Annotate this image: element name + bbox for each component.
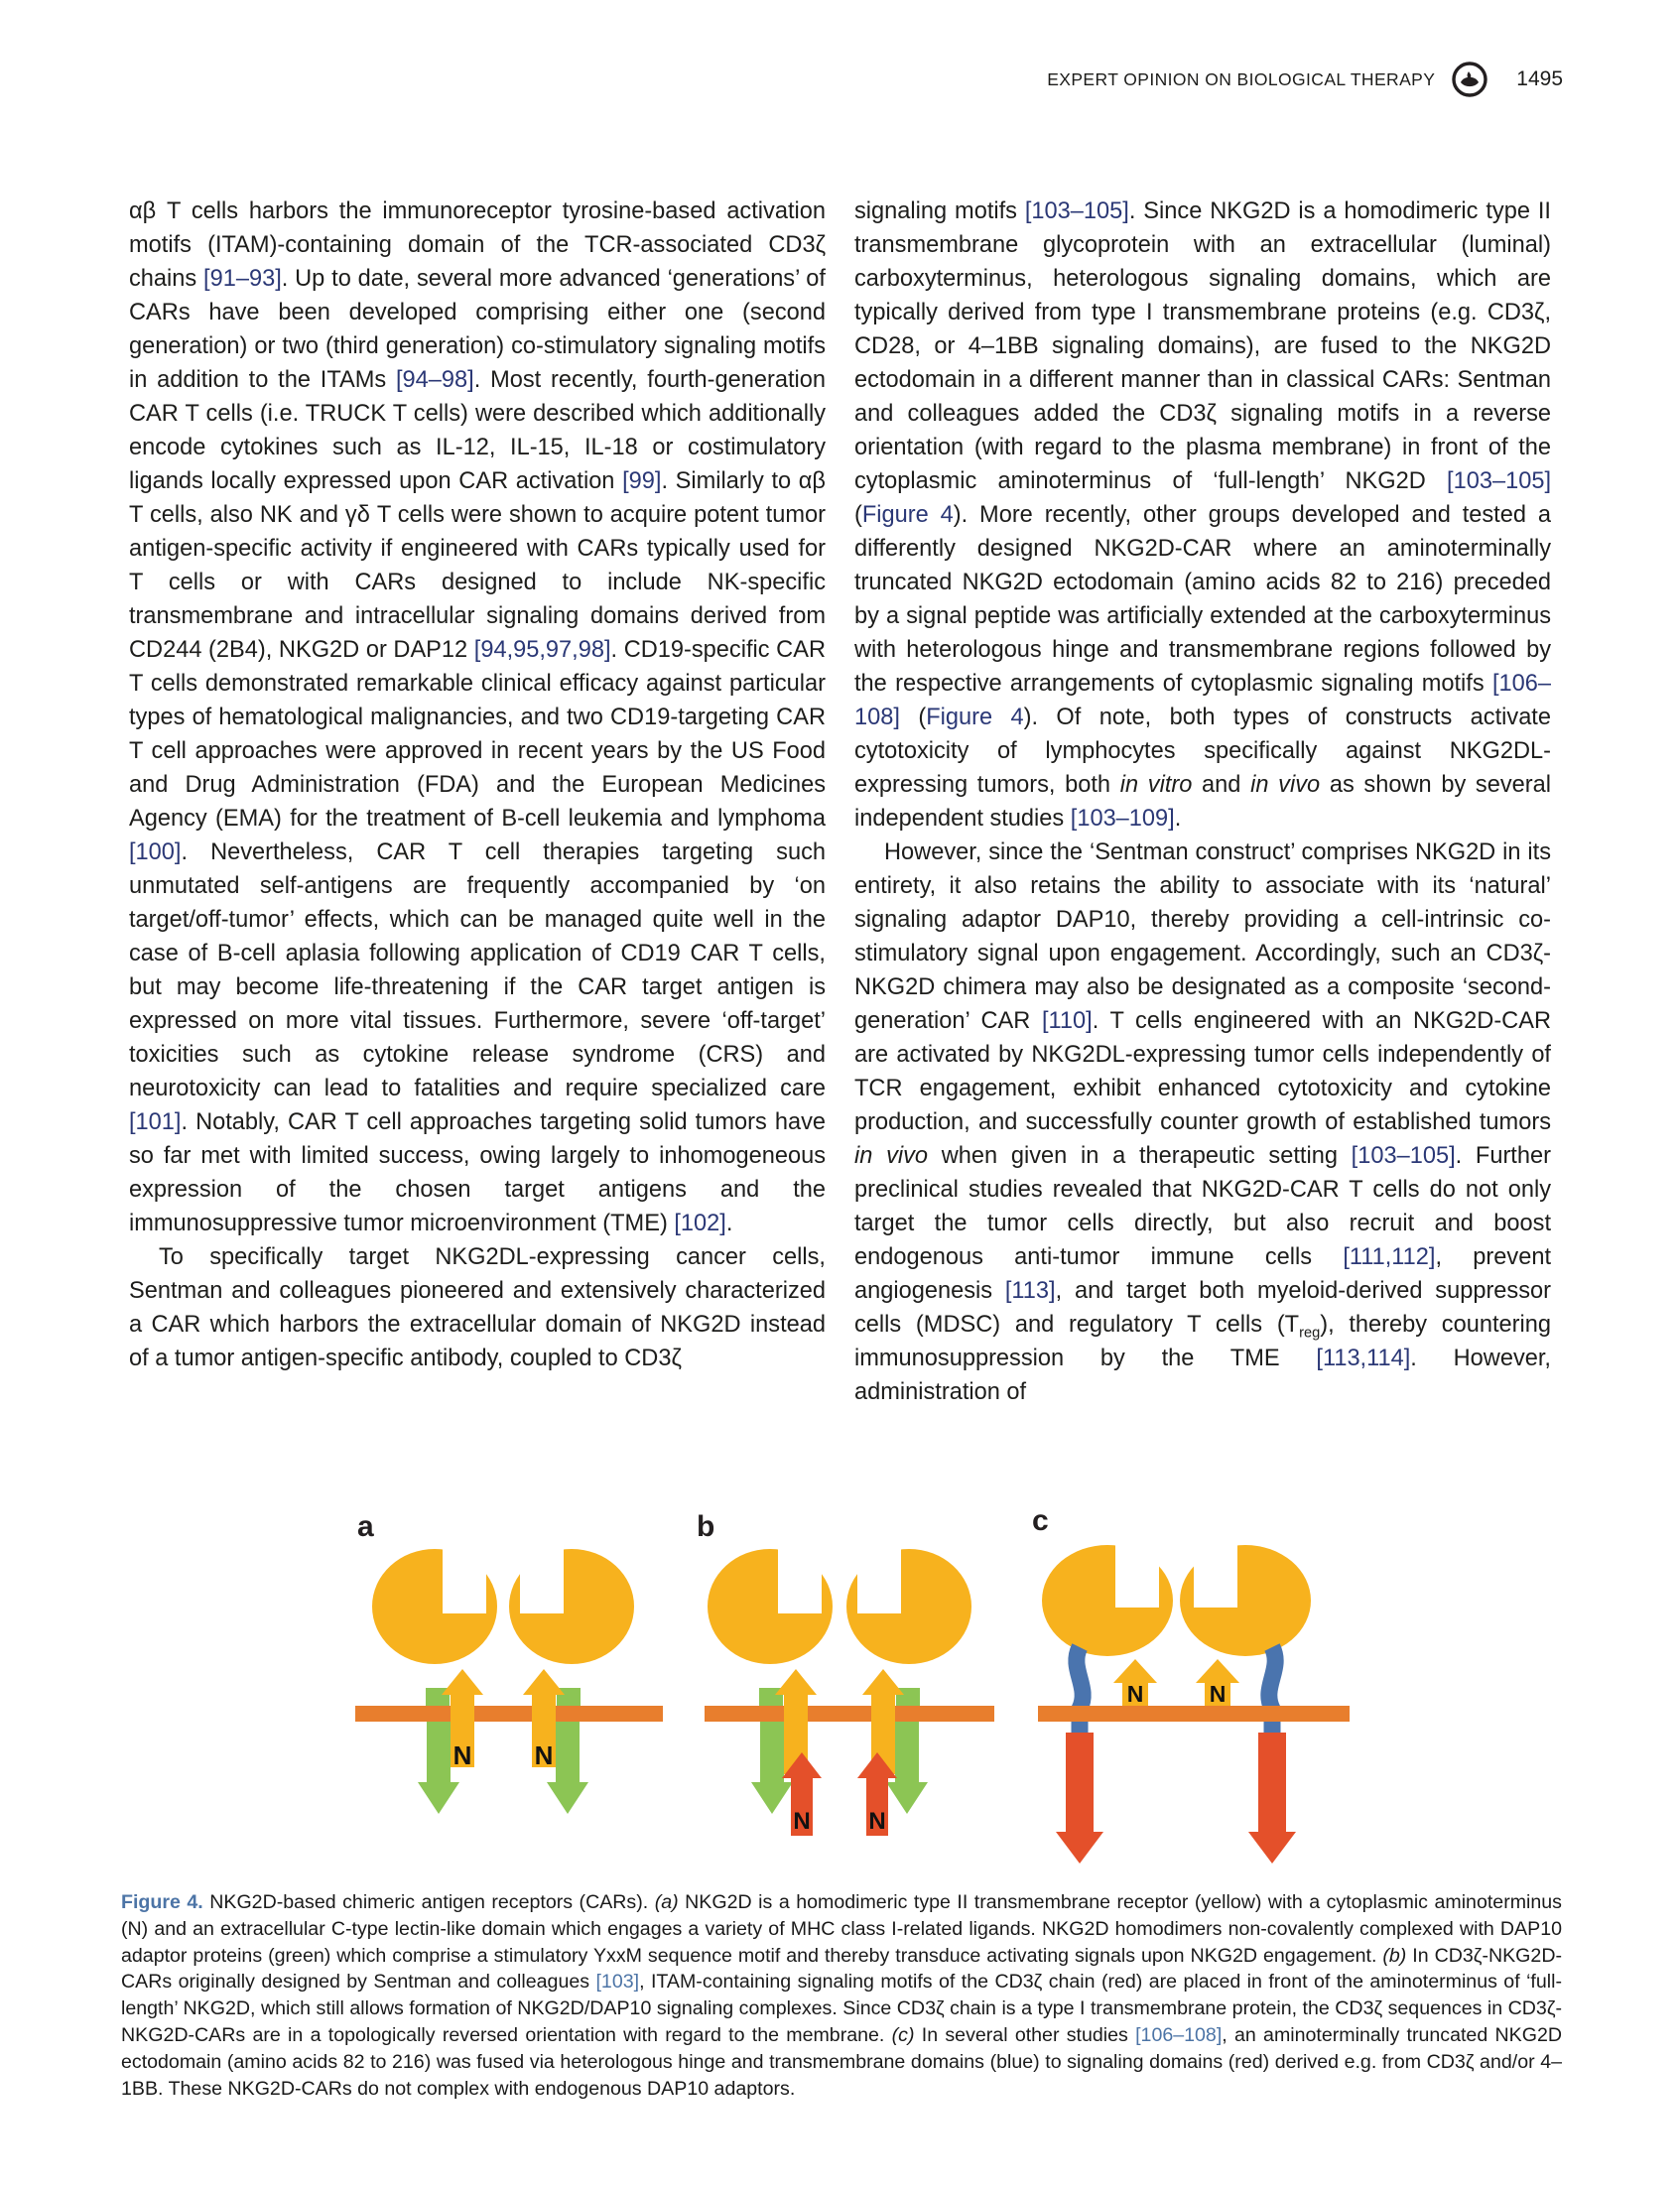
- ligand-binding-notch: [857, 1538, 901, 1613]
- right-text-column: [854, 194, 1551, 1409]
- aminoterminus-n-label: N: [534, 1740, 554, 1770]
- text-run: . Further preclinical studies revealed that NKG2D-CAR T cells do not only target the tumor cells directly, but also recruit and boost endogenous anti-tumor immune cells: [854, 1143, 1551, 1270]
- page-header: [1047, 58, 1563, 101]
- signaling-arrow-down: [1056, 1733, 1103, 1864]
- citation-link[interactable]: [103–105]: [1351, 1143, 1456, 1169]
- aminoterminus-n-label: N: [868, 1808, 886, 1835]
- text-run: .: [725, 1211, 733, 1236]
- text-run: . T cells engineered with an NKG2D-CAR are activated by NKG2DL-expressing tumor cells independently of TCR engagement, exhibit enhanced cytotoxicity and cytokine production, and successfully counter growth of established tumors: [854, 1008, 1551, 1135]
- text-run: .: [1174, 806, 1182, 832]
- plasma-membrane: [1038, 1706, 1350, 1722]
- citation-link[interactable]: [106–108]: [854, 671, 1551, 730]
- text-run: ), thereby countering immunosuppression by the TME: [854, 1312, 1551, 1371]
- text-run: as shown by several independent studies: [854, 772, 1551, 832]
- left-text-column: [129, 194, 826, 1375]
- plasma-membrane: [705, 1706, 994, 1722]
- text-run: NKG2D is a homodimeric type II transmembrane receptor (yellow) with a cytoplasmic aminoterminus (N) and an extracellular C-type lectin-like domain which engages a variety of MHC class I-related ligands. NKG2D homodimers non-covalently complexed with DAP10 adaptor proteins (green) which comprise a stimulatory YxxM sequence motif and thereby transduce activating signals upon NKG2D engagement.: [121, 1891, 1562, 1967]
- panel-a: [355, 1510, 663, 1814]
- text-run: . Similarly to αβ T cells, also NK and γδ T cells were shown to acquire potent tumor antigen-specific activity if engineered with CARs typically used for T cells or with CARs designed to include NK-specific transmembrane and intracellular signaling domains derived from CD244 (2B4), NKG2D or DAP12: [129, 468, 826, 663]
- text-run: in vivo: [1250, 772, 1321, 798]
- text-run: . Nevertheless, CAR T cell therapies targeting such unmutated self-antigens are frequently accompanied by ‘on target/off-tumor’ effects, which can be managed quite well in the case of B-cell aplasia following application of CD19 CAR T cells, but may become life-threatening if the CAR target antigen is expressed on more vital tissues. Furthermore, severe ‘off-target’ toxicities such as cytokine release syndrome (CRS) and neurotoxicity can lead to fatalities and require specialized care: [129, 839, 826, 1101]
- text-run: signaling motifs: [854, 198, 1025, 224]
- text-run: To specifically target NKG2DL-expressing cancer cells, Sentman and colleagues pioneered and extensively characterized a CAR which harbors the extracellular domain of NKG2D instead of a tumor antigen-specific antibody, coupled to CD3ζ: [129, 1244, 826, 1371]
- text-run: ). More recently, other groups developed and tested a differently designed NKG2D-CAR where an aminoterminally truncated NKG2D ectodomain (amino acids 82 to 216) preceded by a signal peptide was artificially extended at the carboxyterminus with heterologous hinge and transmembrane regions followed by the respective arrangements of cytoplasmic signaling motifs: [854, 502, 1551, 697]
- text-run: In CD3ζ-NKG2D-CARs originally designed by Sentman and colleagues: [121, 1944, 1562, 1994]
- text-run: . Since NKG2D is a homodimeric type II transmembrane glycoprotein with an extracellular (luminal) carboxyterminus, heterologous signaling domains, which are typically derived from type I transmembrane proteins (e.g. CD3ζ, CD28, or 4–1BB signaling domains), are fused to the NKG2D ectodomain in a different manner than in classical CARs: Sentman and colleagues added the CD3ζ signaling motifs in a reverse orientation (with regard to the plasma membrane) in front of the cytoplasmic aminoterminus of ‘full-length’ NKG2D: [854, 198, 1551, 494]
- ligand-binding-notch: [778, 1538, 822, 1613]
- text-run: in vivo: [854, 1143, 929, 1169]
- panel-b: [697, 1510, 994, 1836]
- paragraph: [854, 836, 1551, 1409]
- text-run: , and target both myeloid-derived suppressor cells (MDSC) and regulatory T cells (T: [854, 1278, 1552, 1338]
- paragraph: [129, 194, 826, 1240]
- text-run: (a): [654, 1891, 679, 1913]
- hinge-transmembrane-domain: [1077, 1647, 1083, 1738]
- text-run: (: [854, 502, 862, 528]
- text-run: . Up to date, several more advanced ‘generations’ of CARs have been developed comprising either one (second generation) or two (third generation) co-stimulatory signaling motifs in addition to the ITAMs: [129, 266, 826, 393]
- citation-link[interactable]: [100]: [129, 839, 182, 865]
- car-schematic-svg: [121, 1504, 1560, 1883]
- text-run: . Notably, CAR T cell approaches targeting solid tumors have so far met with limited success, owing largely to inhomogeneous expression of the chosen target antigens and the immunosuppressive tumor microenvironment (TME): [129, 1109, 826, 1236]
- ligand-binding-notch: [1194, 1532, 1237, 1608]
- journal-title: EXPERT OPINION ON BIOLOGICAL THERAPY: [1047, 68, 1436, 89]
- citation-link[interactable]: [103]: [595, 1971, 640, 1994]
- page-number: 1495: [1516, 67, 1563, 90]
- text-run: Figure 4.: [121, 1891, 203, 1913]
- text-run: αβ T cells harbors the immunoreceptor tyrosine-based activation motifs (ITAM)-containing domain of the TCR-associated CD3ζ chains: [129, 198, 826, 292]
- taylor-francis-logo-icon: [1450, 60, 1489, 99]
- citation-link[interactable]: [102]: [674, 1211, 726, 1236]
- figure-4: [121, 1504, 1560, 1883]
- text-run: in vitro: [1119, 772, 1193, 798]
- aminoterminus-n-label: N: [1126, 1681, 1144, 1707]
- text-run: when given in a therapeutic setting: [928, 1143, 1352, 1169]
- citation-link[interactable]: [94–98]: [396, 367, 474, 393]
- text-run: , ITAM-containing signaling motifs of the CD3ζ chain (red) are placed in front of the aminoterminus of ‘full-length’ NKG2D, which still allows formation of NKG2D/DAP10 signaling complexes. Since CD3ζ chain is a type I transmembrane protein, the CD3ζ sequences in CD3ζ-NKG2D-CARs are in a topologically reversed orientation with regard to the membrane.: [121, 1971, 1562, 2046]
- aminoterminus-n-label: N: [452, 1740, 472, 1770]
- citation-link[interactable]: [103–105]: [1447, 468, 1551, 494]
- figure-4-caption: [121, 1889, 1562, 2102]
- plasma-membrane: [355, 1706, 663, 1722]
- text-run: However, since the ‘Sentman construct’ comprises NKG2D in its entirety, it also retains the ability to associate with its ‘natural’ signaling adaptor DAP10, thereby providing a cell-intrinsic co-stimulatory signal upon engagement. Accordingly, such an CD3ζ-NKG2D chimera may also be designated as a composite ‘second-generation’ CAR: [854, 839, 1551, 1034]
- text-run: (c): [891, 2023, 915, 2046]
- citation-link[interactable]: [111,112]: [1343, 1244, 1436, 1270]
- text-run: reg: [1299, 1325, 1321, 1342]
- text-run: and: [1192, 772, 1251, 798]
- citation-link[interactable]: Figure 4: [861, 502, 954, 528]
- citation-link[interactable]: Figure 4: [926, 705, 1024, 730]
- text-run: . Most recently, fourth-generation CAR T cells (i.e. TRUCK T cells) were described which additionally encode cytokines such as IL-12, IL-15, IL-18 or costimulatory ligands locally expressed upon CAR activation: [129, 367, 826, 494]
- citation-link[interactable]: [101]: [129, 1109, 182, 1135]
- panel-a-label: a: [357, 1510, 374, 1543]
- citation-link[interactable]: [103–105]: [1024, 198, 1129, 224]
- citation-link[interactable]: [106–108]: [1135, 2023, 1223, 2046]
- aminoterminus-n-label: N: [793, 1808, 811, 1835]
- citation-link[interactable]: [113,114]: [1316, 1346, 1411, 1371]
- citation-link[interactable]: [99]: [622, 468, 662, 494]
- citation-link[interactable]: [94,95,97,98]: [473, 637, 611, 663]
- text-run: NKG2D-based chimeric antigen receptors (CARs).: [202, 1891, 655, 1913]
- text-run: In several other studies: [914, 2023, 1136, 2046]
- panel-b-label: b: [697, 1510, 715, 1543]
- ligand-binding-notch: [443, 1538, 486, 1613]
- panel-c: [1032, 1504, 1350, 1864]
- hinge-transmembrane-domain: [1269, 1647, 1275, 1738]
- ligand-binding-notch: [1115, 1532, 1159, 1608]
- paragraph: [129, 1240, 826, 1375]
- text-run: (: [899, 705, 927, 730]
- citation-link[interactable]: [91–93]: [203, 266, 282, 292]
- text-run: , prevent angiogenesis: [854, 1244, 1551, 1304]
- text-run: (b): [1382, 1944, 1407, 1967]
- text-run: ). Of note, both types of constructs activate cytotoxicity of lymphocytes specifically against NKG2DL-expressing tumors, both: [854, 705, 1551, 798]
- signaling-arrow-down: [1248, 1733, 1296, 1864]
- text-run: , an aminoterminally truncated NKG2D ectodomain (amino acids 82 to 216) was fused via heterologous hinge and transmembrane domains (blue) to signaling domains (red) derived e.g. from CD3ζ and/or 4–1BB. These NKG2D-CARs do not complex with endogenous DAP10 adaptors.: [121, 2023, 1563, 2100]
- panel-c-label: c: [1032, 1504, 1049, 1537]
- paragraph: [854, 194, 1551, 836]
- citation-link[interactable]: [113]: [1004, 1278, 1056, 1304]
- citation-link[interactable]: [110]: [1041, 1008, 1093, 1034]
- ligand-binding-notch: [520, 1538, 564, 1613]
- text-run: . However, administration of: [854, 1346, 1551, 1405]
- text-run: . CD19-specific CAR T cells demonstrated remarkable clinical efficacy against particular types of hematological malignancies, and two CD19-targeting CAR T cell approaches were approved in recent years by the US Food and Drug Administration (FDA) and the European Medicines Agency (EMA) for the treatment of B-cell leukemia and lymphoma: [129, 637, 826, 832]
- citation-link[interactable]: [103–109]: [1070, 806, 1175, 832]
- aminoterminus-n-label: N: [1209, 1681, 1227, 1707]
